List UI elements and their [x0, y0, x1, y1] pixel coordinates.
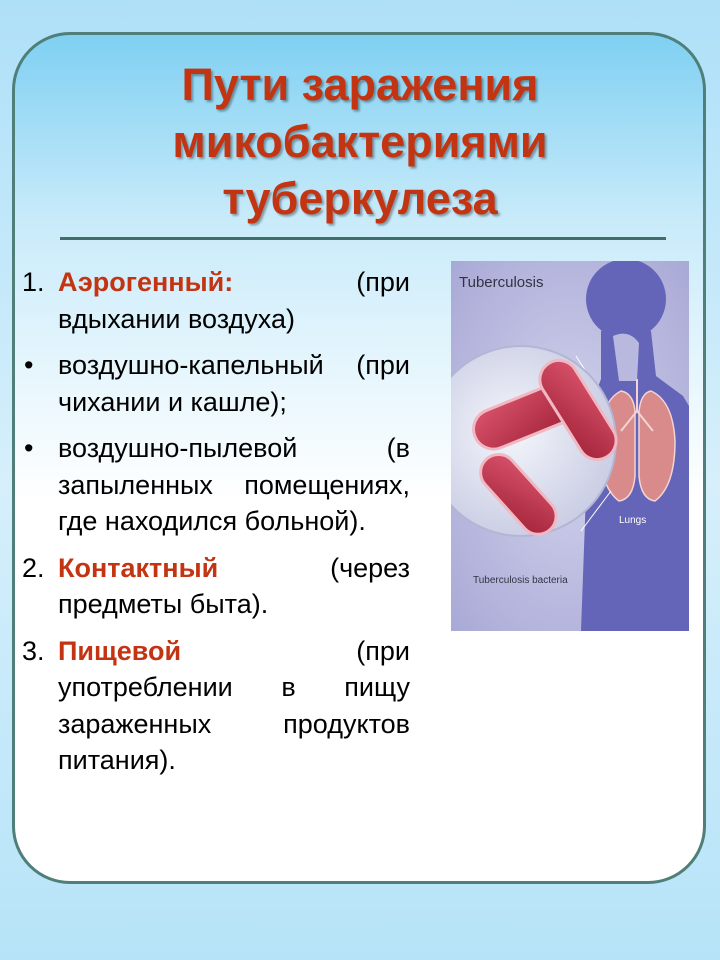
list-number: 3.: [22, 635, 45, 666]
list-item-text: (при употреблении в пищу зараженных продуктов питания).: [58, 635, 410, 775]
title-line-3: туберкулеза: [222, 173, 498, 224]
title-line-1: Пути заражения: [181, 59, 539, 110]
title-divider: [60, 237, 666, 240]
list-item-airborne-droplet: [22, 347, 410, 420]
keyword-alimentary: Пищевой: [58, 635, 182, 666]
list-item-text: (при вдыхании воздуха): [58, 267, 410, 334]
list-item-airborne-dust: [22, 430, 410, 540]
bullet-marker: •: [24, 350, 34, 380]
list-number: 2.: [22, 552, 45, 583]
list-item-text: воздушно-пылевой (в запыленных помещениях, где находился больной).: [58, 433, 410, 536]
tuberculosis-illustration: [451, 261, 689, 631]
list-number: 1.: [22, 267, 45, 297]
lungs-label: Lungs: [619, 515, 647, 526]
title-line-2: микобактериями: [172, 116, 548, 167]
list-item-contact: [22, 550, 410, 623]
list-item-alimentary: [22, 633, 410, 779]
list-item-aerogenic: [22, 264, 410, 337]
keyword-contact: Контактный: [58, 552, 219, 583]
infection-routes-list: [22, 264, 410, 789]
slide-title: [40, 56, 680, 227]
bullet-marker: •: [24, 433, 34, 463]
list-item-text: воздушно-капельный (при чихании и кашле);: [58, 350, 410, 417]
illustration-title: Tuberculosis: [459, 274, 544, 291]
bacteria-label: Tuberculosis bacteria: [473, 575, 568, 586]
list-item-text: (через предметы быта).: [58, 552, 410, 619]
keyword-aerogenic: Аэрогенный:: [58, 267, 234, 297]
